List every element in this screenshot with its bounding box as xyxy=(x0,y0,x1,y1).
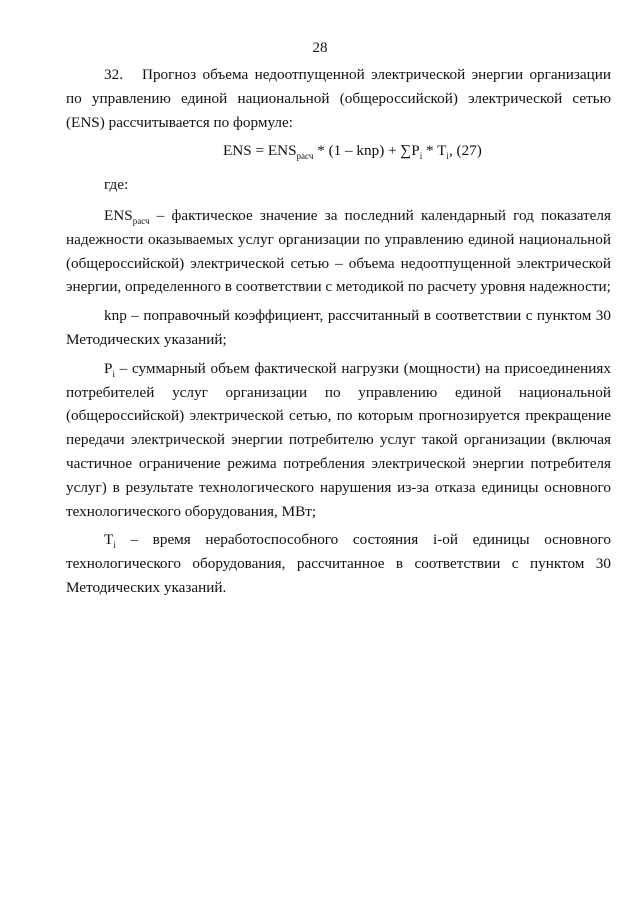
definition-ens-rasch xyxy=(66,204,611,299)
document-body xyxy=(66,63,611,605)
formula-tail: * T xyxy=(422,142,447,160)
where-label: где: xyxy=(104,176,129,194)
intro-text: Прогноз объема недоотпущенной электрической энергии организации по управлению единой национальной (общероссийской) электрической сетью (ENS) рассчитывается по формуле: xyxy=(66,66,611,131)
definition-symbol-subscript: расч xyxy=(132,216,150,227)
definition-symbol-subscript: i xyxy=(113,540,116,551)
definition-text: – поправочный коэффициент, рассчитанный в соответствии с пунктом 30 Методических указаний; xyxy=(66,307,611,348)
definition-symbol: T xyxy=(104,531,114,549)
definition-symbol: knp xyxy=(104,307,127,325)
formula-mid-subscript: i xyxy=(419,151,423,162)
formula xyxy=(66,139,611,163)
formula-number: , (27) xyxy=(448,142,482,160)
definition-text: – суммарный объем фактической нагрузки (мощности) на присоединениях потребителей услуг организации по управлению единой национальной (общероссийской) электрической сетью, по которым прогнозируется прекращение передачи электрической энергии потребителю услуг такой организации (включая частичное ограничение режима потребления электрической энергии потребителя услуг) в результате технологического нарушения из-за отказа единицы основного технологического оборудования, МВт; xyxy=(66,359,611,520)
page-number: 28 xyxy=(312,40,328,56)
paragraph-item-32 xyxy=(66,63,611,134)
formula-tail-subscript: i xyxy=(446,151,449,162)
item-number: 32. xyxy=(104,66,123,83)
formula-mid: * (1 – knp) + ∑P xyxy=(313,142,420,160)
definition-text: – фактическое значение за последний календарный год показателя надежности оказываемых услуг организации по управлению единой национальной (общероссийской) электрической сетью – объема недоотпущенной электрической энергии, определенного в соответствии с методикой по расчету уровня надежности; xyxy=(66,206,611,296)
definition-symbol: ENS xyxy=(104,206,133,224)
definition-symbol: P xyxy=(104,359,113,377)
formula-lhs-subscript: расч xyxy=(296,151,314,162)
definition-symbol-subscript: i xyxy=(112,368,115,379)
definition-ti xyxy=(66,528,611,599)
definition-pi xyxy=(66,357,611,524)
formula-lhs: ENS = ENS xyxy=(223,142,297,160)
definition-knp xyxy=(66,304,611,352)
definition-text: – время неработоспособного состояния i-ой единицы основного технологического оборудования, рассчитанное в соответствии с пунктом 30 Методических указаний. xyxy=(66,531,611,596)
